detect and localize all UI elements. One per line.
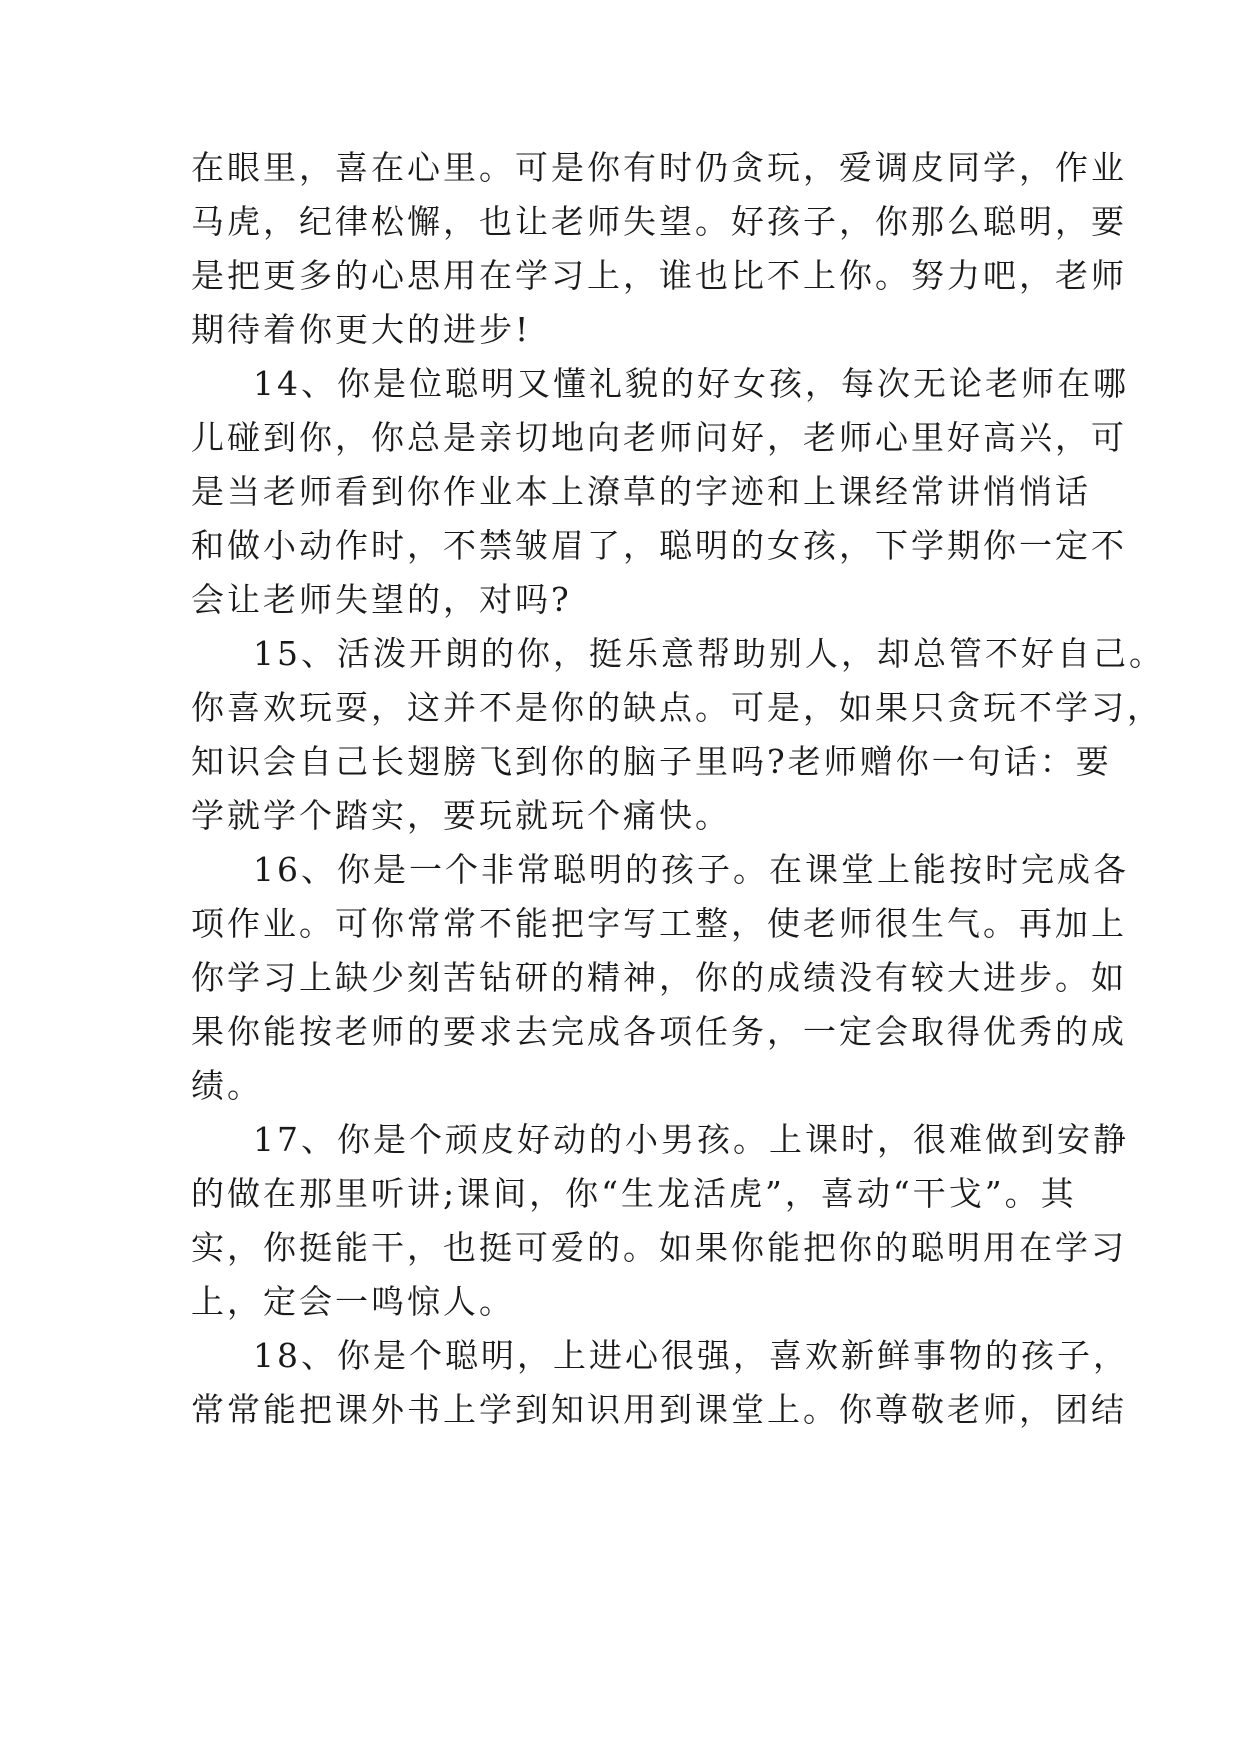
text-line: 果你能按老师的要求去完成各项任务，一定会取得优秀的成 (191, 1012, 1127, 1051)
text-line: 学就学个踏实，要玩就玩个痛快。 (191, 796, 731, 835)
paragraph-16-first-line: 16、你是一个非常聪明的孩子。在课堂上能按时完成各 (253, 850, 1129, 889)
text-line: 儿碰到你，你总是亲切地向老师问好，老师心里好高兴，可 (191, 418, 1127, 457)
text-line: 和做小动作时，不禁皱眉了，聪明的女孩，下学期你一定不 (191, 526, 1127, 565)
text-line: 你学习上缺少刻苦钻研的精神，你的成绩没有较大进步。如 (191, 958, 1127, 997)
text-line: 实，你挺能干，也挺可爱的。如果你能把你的聪明用在学习 (191, 1228, 1127, 1267)
text-line: 知识会自己长翅膀飞到你的脑子里吗?老师赠你一句话：要 (191, 742, 1112, 781)
text-line: 期待着你更大的进步! (191, 310, 532, 349)
paragraph-15-first-line: 15、活泼开朗的你，挺乐意帮助别人，却总管不好自己。 (253, 634, 1165, 673)
text-line: 你喜欢玩耍，这并不是你的缺点。可是，如果只贪玩不学习， (191, 688, 1163, 727)
text-line: 是当老师看到你作业本上潦草的字迹和上课经常讲悄悄话 (191, 472, 1091, 511)
text-line: 马虎，纪律松懈，也让老师失望。好孩子，你那么聪明，要 (191, 202, 1127, 241)
text-line: 绩。 (191, 1066, 263, 1105)
text-line: 的做在那里听讲;课间，你“生龙活虎”，喜动“干戈”。其 (191, 1174, 1077, 1213)
text-line: 会让老师失望的，对吗? (191, 580, 572, 619)
text-line: 上，定会一鸣惊人。 (191, 1282, 515, 1321)
paragraph-17-first-line: 17、你是个顽皮好动的小男孩。上课时，很难做到安静 (253, 1120, 1129, 1159)
text-line: 常常能把课外书上学到知识用到课堂上。你尊敬老师，团结 (191, 1390, 1127, 1429)
text-line: 项作业。可你常常不能把字写工整，使老师很生气。再加上 (191, 904, 1127, 943)
text-line: 是把更多的心思用在学习上，谁也比不上你。努力吧，老师 (191, 256, 1127, 295)
text-line: 在眼里，喜在心里。可是你有时仍贪玩，爱调皮同学，作业 (191, 148, 1127, 187)
paragraph-14-first-line: 14、你是位聪明又懂礼貌的好女孩，每次无论老师在哪 (253, 364, 1129, 403)
paragraph-18-first-line: 18、你是个聪明，上进心很强，喜欢新鲜事物的孩子， (253, 1336, 1129, 1375)
